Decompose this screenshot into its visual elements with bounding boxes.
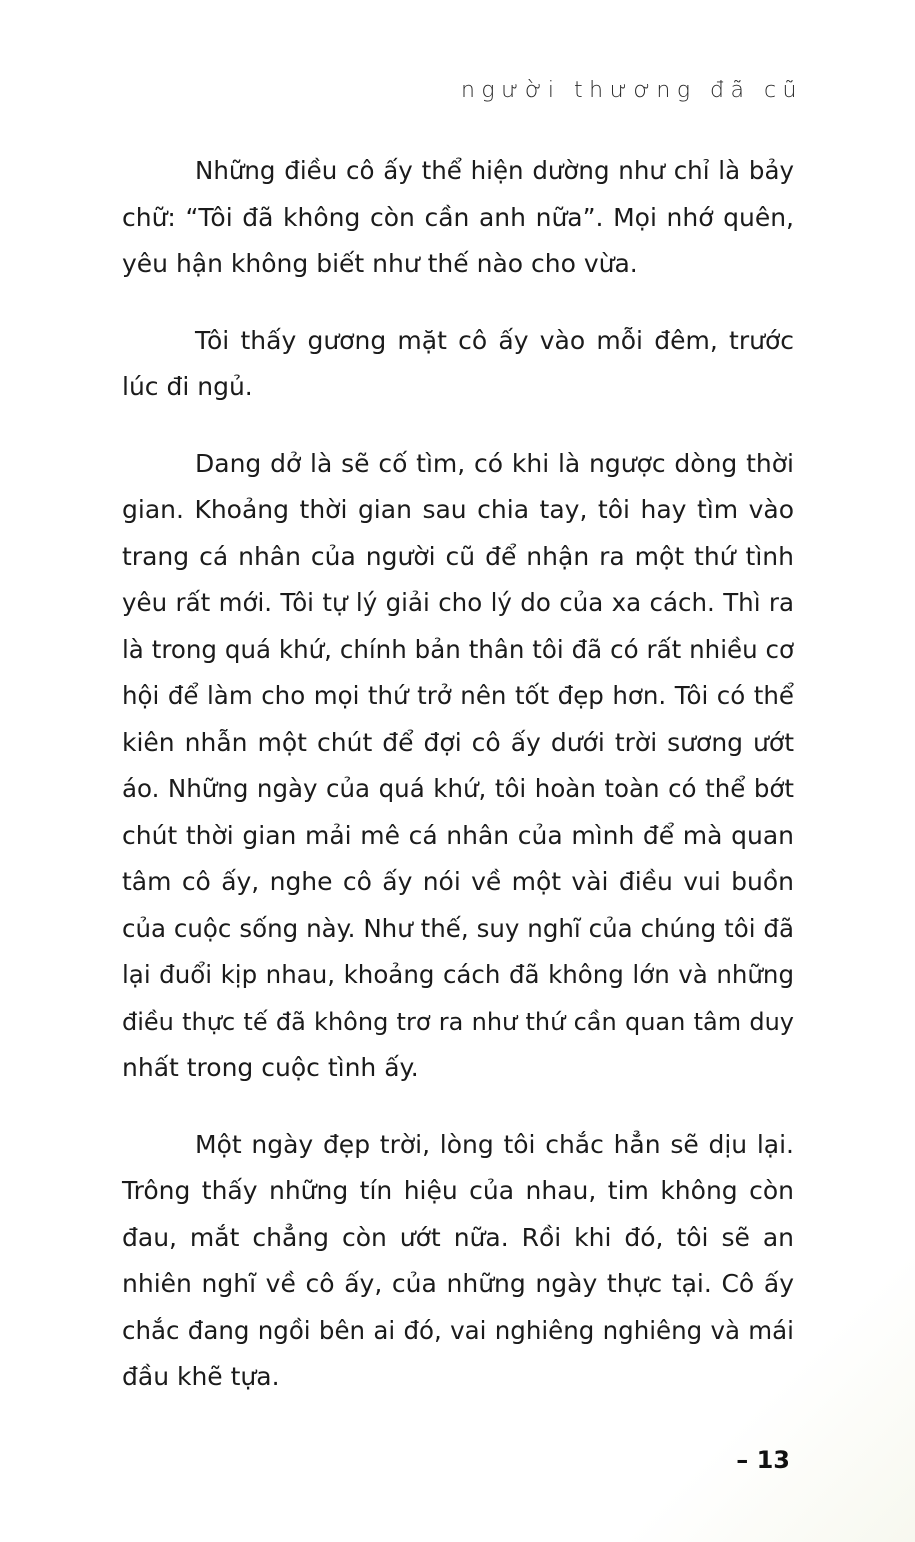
text-line: đầu khẽ tựa. bbox=[122, 1362, 280, 1391]
text-line: đau, mắt chẳng còn ướt nữa. Rồi khi đó, tôi sẽ an bbox=[122, 1222, 794, 1252]
running-header: người thương đã cũ bbox=[460, 78, 803, 103]
text-line: Những điều cô ấy thể hiện dường như chỉ là bảy bbox=[195, 156, 794, 185]
text-line: Dang dở là sẽ cố tìm, có khi là ngược dòng thời bbox=[195, 448, 794, 478]
paragraph-4 bbox=[122, 1122, 794, 1401]
text-line: chút thời gian mải mê cá nhân của mình để mà quan bbox=[122, 820, 794, 850]
text-line: gian. Khoảng thời gian sau chia tay, tôi hay tìm vào bbox=[122, 495, 794, 524]
text-line: áo. Những ngày của quá khứ, tôi hoàn toàn có thể bớt bbox=[122, 774, 794, 803]
text-line: của cuộc sống này. Như thế, suy nghĩ của chúng tôi đã bbox=[122, 913, 794, 943]
paragraph-2 bbox=[122, 318, 794, 411]
paragraph-3 bbox=[122, 441, 794, 1092]
text-line: nhất trong cuộc tình ấy. bbox=[122, 1053, 419, 1082]
text-line: kiên nhẫn một chút để đợi cô ấy dưới trời sương ướt bbox=[122, 727, 794, 757]
text-line: nhiên nghĩ về cô ấy, của những ngày thực tại. Cô ấy bbox=[122, 1269, 794, 1298]
text-line: điều thực tế đã không trơ ra như thứ cần quan tâm duy bbox=[122, 1007, 794, 1036]
text-line: lúc đi ngủ. bbox=[122, 372, 253, 401]
text-line: chắc đang ngồi bên ai đó, vai nghiêng nghiêng và mái bbox=[122, 1315, 794, 1345]
text-line: lại đuổi kịp nhau, khoảng cách đã không lớn và những bbox=[122, 960, 794, 989]
text-line: chữ: “Tôi đã không còn cần anh nữa”. Mọi nhớ quên, bbox=[122, 202, 794, 232]
text-line: Tôi thấy gương mặt cô ấy vào mỗi đêm, trước bbox=[195, 325, 794, 355]
text-line: Một ngày đẹp trời, lòng tôi chắc hẳn sẽ dịu lại. bbox=[195, 1129, 794, 1159]
text-line: là trong quá khứ, chính bản thân tôi đã có rất nhiều cơ bbox=[122, 634, 794, 664]
text-line: tâm cô ấy, nghe cô ấy nói về một vài điều vui buồn bbox=[122, 867, 794, 896]
text-line: hội để làm cho mọi thứ trở nên tốt đẹp hơn. Tôi có thể bbox=[122, 681, 794, 710]
text-line: trang cá nhân của người cũ để nhận ra một thứ tình bbox=[122, 541, 794, 571]
text-line: yêu rất mới. Tôi tự lý giải cho lý do của xa cách. Thì ra bbox=[122, 588, 794, 617]
text-line: Trông thấy những tín hiệu của nhau, tim không còn bbox=[122, 1176, 794, 1205]
body-text bbox=[122, 148, 794, 1431]
page-number: – 13 bbox=[736, 1446, 790, 1474]
text-line: yêu hận không biết như thế nào cho vừa. bbox=[122, 249, 638, 278]
paragraph-1 bbox=[122, 148, 794, 288]
